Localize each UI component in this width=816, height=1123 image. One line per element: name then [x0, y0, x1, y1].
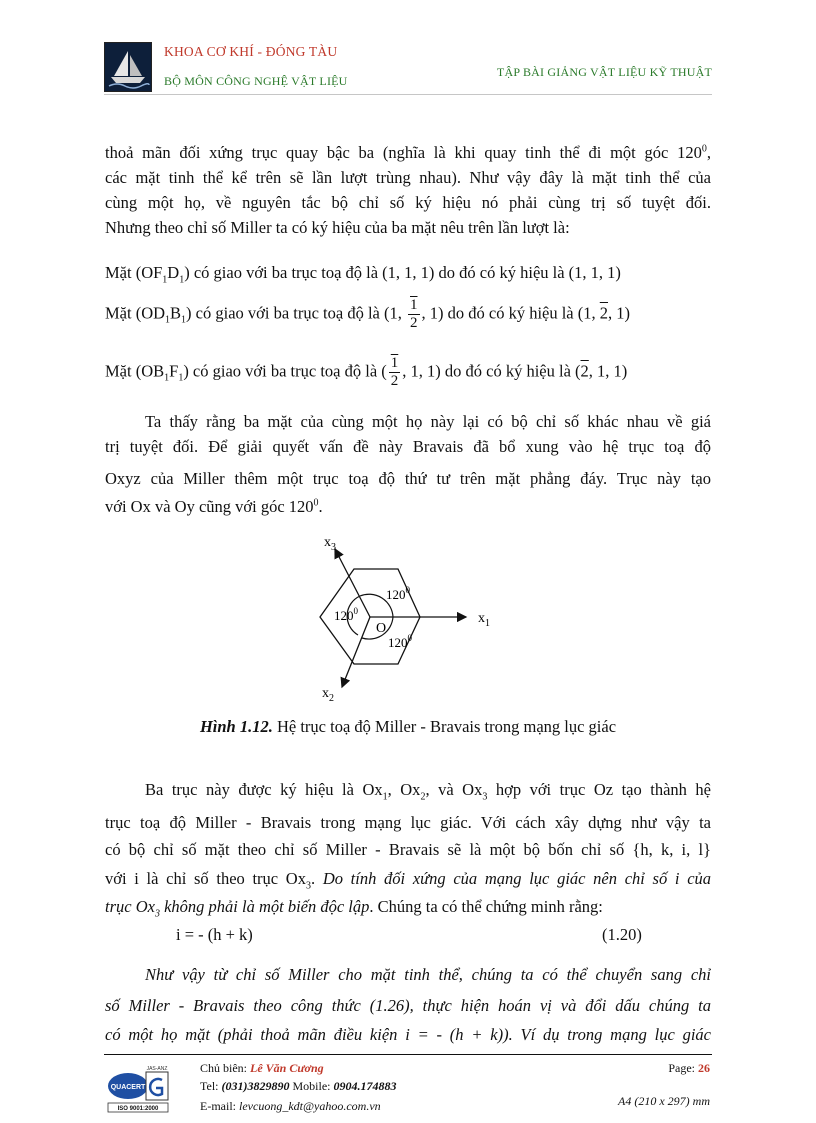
header-divider: [104, 94, 712, 95]
header-doc-title: TẬP BÀI GIẢNG VẬT LIỆU KỸ THUẬT: [496, 65, 712, 79]
svg-text:ISO 9001:2000: ISO 9001:2000: [117, 1106, 159, 1112]
equation-number: (1.20): [602, 925, 642, 944]
paragraph-4-line-2: số Miller - Bravais theo công thức (1.26), thực hiện hoán vị và đổi dấu chúng ta: [105, 996, 711, 1015]
header-department: BỘ MÔN CÔNG NGHỆ VẬT LIỆU: [164, 74, 348, 88]
svg-text:QUACERT: QUACERT: [110, 1084, 146, 1091]
axis-x2: [342, 617, 370, 687]
label-x1: $x_1$: [478, 611, 490, 629]
footer-phone: Tel: (031)3829890 Mobile: 0904.174883: [200, 1079, 397, 1093]
face-1-line: Mặt $(OF_1D_1)$ có giao với ba trục toạ độ là (1, 1, 1) do đó có ký hiệu là (1, 1, 1): [105, 263, 621, 286]
footer-paper-size: A4 (210 x 297) mm: [618, 1094, 710, 1108]
figure-caption: Hình 1.12. Hệ trục toạ độ Miller - Bravais trong mạng lục giác: [199, 717, 617, 736]
paragraph-1-line-3: cùng một họ, về nguyên tắc bộ chỉ số ký hiệu nó phải cùng trị số tuyệt đối.: [105, 193, 711, 212]
label-angle-left: $120^0$: [334, 606, 358, 623]
svg-text:JAS-ANZ: JAS-ANZ: [146, 1066, 168, 1072]
bar-index: 2: [580, 361, 589, 381]
paragraph-3-line-4: với i là chỉ số theo trục $Ox_3$. Do tính đối xứng của mạng lục giác nên chỉ số i của: [105, 869, 712, 892]
paragraph-1-line-1: thoả mãn đối xứng trục quay bậc ba (nghĩa là khi quay tinh thể đi một góc $120^0$,: [105, 143, 711, 162]
label-origin: O: [376, 621, 387, 636]
header-faculty: KHOA CƠ KHÍ - ĐÓNG TÀU: [164, 44, 338, 59]
face-3-line: Mặt $(OB_1F_1)$ có giao với ba trục toạ độ là ( $\frac{1}{2}$ , 1, 1) do đó có ký hiệu là (2, 1, 1): [105, 355, 628, 389]
paragraph-2-line-2: trị tuyệt đối. Để giải quyết vấn đề này Bravais đã bổ xung vào hệ trục toạ độ: [105, 437, 711, 456]
paragraph-3-line-5: trục $Ox_3$ không phải là một biến độc lập. Chúng ta có thể chứng minh rằng:: [105, 897, 603, 920]
quacert-iso-logo: [104, 1064, 174, 1114]
fraction-half: $\frac{1}{2}$: [390, 355, 399, 389]
bar-index: 2: [599, 303, 609, 323]
footer-editor: Chủ biên: Lê Văn Cương: [200, 1061, 324, 1075]
paragraph-3-line-3: có bộ chỉ số mặt theo chỉ số Miller - Bravais sẽ là một bộ bốn chỉ số {h, k, i, l}: [105, 840, 711, 859]
label-angle-bottom: $120^0$: [388, 633, 412, 650]
paragraph-1-line-4: Nhưng theo chỉ số Miller ta có ký hiệu của ba mặt nêu trên lần lượt là:: [105, 218, 570, 237]
axis-x3: [335, 549, 370, 617]
footer-page: Page: 26: [668, 1061, 710, 1075]
label-x3: $x_3$: [324, 535, 336, 553]
fraction-half: $\frac{1}{2}$: [410, 297, 418, 331]
paragraph-2-line-4: với Ox và Oy cũng với góc $120^0$.: [105, 497, 323, 516]
paragraph-3-line-2: trục toạ độ Miller - Bravais trong mạng lục giác. Với cách xây dựng như vậy ta: [105, 813, 711, 832]
paragraph-2-line-1: Ta thấy rằng ba mặt của cùng một họ này lại có bộ chỉ số khác nhau về giá: [145, 412, 711, 431]
miller-bravais-axes-figure: [300, 533, 520, 708]
equation-expression: i = - (h + k): [176, 925, 253, 944]
face-2-line: Mặt $(OD_1B_1)$ có giao với ba trục toạ độ là (1, $\frac{1}{2}$ , 1) do đó có ký hiệu là (1, 2, 1): [105, 297, 631, 331]
paragraph-1-line-2: các mặt tinh thể kể trên sẽ lần lượt trùng nhau). Như vậy đây là mặt tinh thể của: [105, 168, 711, 187]
paragraph-3-line-1: Ba trục này được ký hiệu là $Ox_1$, $Ox_2$, và $Ox_3$ hợp với trục Oz tạo thành hệ: [145, 780, 711, 803]
paragraph-4-line-1: Như vậy từ chỉ số Miller cho mặt tinh thể, chúng ta có thể chuyển sang chỉ: [145, 965, 711, 984]
paragraph-4-line-3: có một họ mặt (phải thoả mãn điều kiện i = - (h + k)). Ví dụ trong mạng lục giác: [105, 1025, 711, 1044]
faculty-logo: [104, 42, 152, 92]
label-x2: $x_2$: [322, 686, 334, 704]
footer-email: E-mail: levcuong_kdt@yahoo.com.vn: [200, 1099, 381, 1113]
paragraph-2-line-3: Oxyz của Miller thêm một trục toạ độ thứ tư trên mặt phẳng đáy. Trục này tạo: [105, 469, 711, 488]
footer-divider: [104, 1054, 712, 1055]
label-angle-top: $120^0$: [386, 585, 410, 602]
